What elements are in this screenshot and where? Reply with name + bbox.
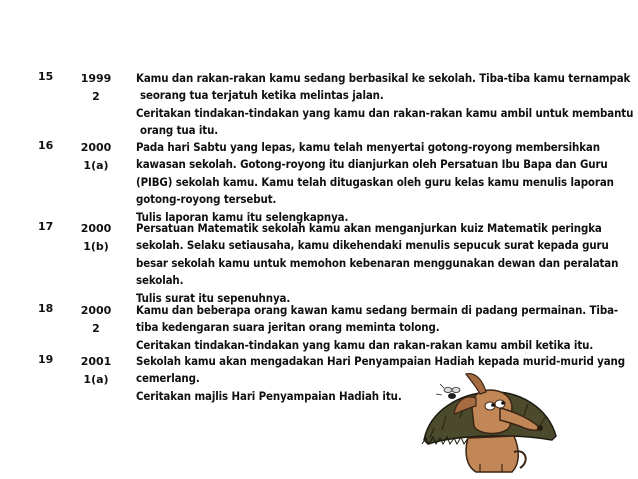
question-number: 17 [38, 220, 54, 233]
dog-clipart [420, 368, 560, 476]
year: 2000 [80, 222, 112, 235]
text-line: besar sekolah kamu untuk memohon kebenaran menggunakan dewan dan peralatan [136, 255, 619, 270]
year: 2001 [80, 355, 112, 368]
question-text [136, 220, 619, 307]
text-line: tiba kedengaran suara jeritan orang meminta tolong. [136, 320, 440, 335]
text-line: Kamu dan rakan-rakan kamu sedang berbasikal ke sekolah. Tiba-tiba kamu ternampak [136, 71, 631, 85]
text-line: sekolah. Selaku setiausaha, kamu dikehendaki menulis sepucuk surat kepada guru [136, 238, 609, 253]
paper: 1(a) [83, 159, 109, 172]
text-line: Tulis surat itu sepenuhnya. [136, 290, 291, 305]
year: 2000 [80, 304, 112, 317]
text-line: Persatuan Matematik sekolah kamu akan menganjurkan kuiz Matematik peringka [136, 221, 602, 235]
year-paper [70, 353, 122, 389]
year-paper [70, 139, 122, 175]
question-text [136, 302, 619, 354]
year: 2000 [80, 141, 112, 154]
text-line: Ceritakan tindakan-tindakan yang kamu dan rakan-rakan kamu ambil ketika itu. [136, 337, 594, 352]
text-line: Sekolah kamu akan mengadakan Hari Penyampaian Hadiah kepada murid-murid yang [136, 354, 625, 368]
text-line: Pada hari Sabtu yang lepas, kamu telah menyertai gotong-royong membersihkan [136, 140, 600, 154]
question-text [136, 139, 614, 226]
paper: 2 [92, 322, 100, 335]
text-line: Tulis laporan kamu itu selengkapnya. [136, 209, 349, 224]
text-line: orang tua itu. [140, 123, 219, 138]
paper: 2 [92, 90, 100, 103]
text-line: kawasan sekolah. Gotong-royong itu dianjurkan oleh Persatuan Ibu Bapa dan Guru [136, 157, 608, 172]
text-line: seorang tua terjatuh ketika melintas jalan. [140, 88, 384, 103]
paper: 1(a) [83, 373, 109, 386]
paper: 1(b) [83, 240, 109, 253]
text-line: Kamu dan beberapa orang kawan kamu sedang bermain di padang permainan. Tiba- [136, 303, 619, 317]
text-line: Ceritakan tindakan-tindakan yang kamu dan rakan-rakan kamu ambil untuk membantu [136, 105, 634, 120]
year-paper [70, 302, 122, 338]
text-line: (PIBG) sekolah kamu. Kamu telah ditugaskan oleh guru kelas kamu menulis laporan [136, 174, 614, 189]
text-line: sekolah. [136, 273, 184, 288]
year-paper [70, 70, 122, 106]
question-text [136, 70, 634, 140]
question-number: 16 [38, 139, 54, 152]
year: 1999 [80, 72, 112, 85]
question-number: 15 [38, 70, 54, 83]
text-line: Ceritakan majlis Hari Penyampaian Hadiah itu. [136, 388, 402, 403]
question-number: 18 [38, 302, 54, 315]
year-paper [70, 220, 122, 256]
text-line: gotong-royong tersebut. [136, 192, 277, 207]
question-number: 19 [38, 353, 54, 366]
text-line: cemerlang. [136, 371, 200, 386]
